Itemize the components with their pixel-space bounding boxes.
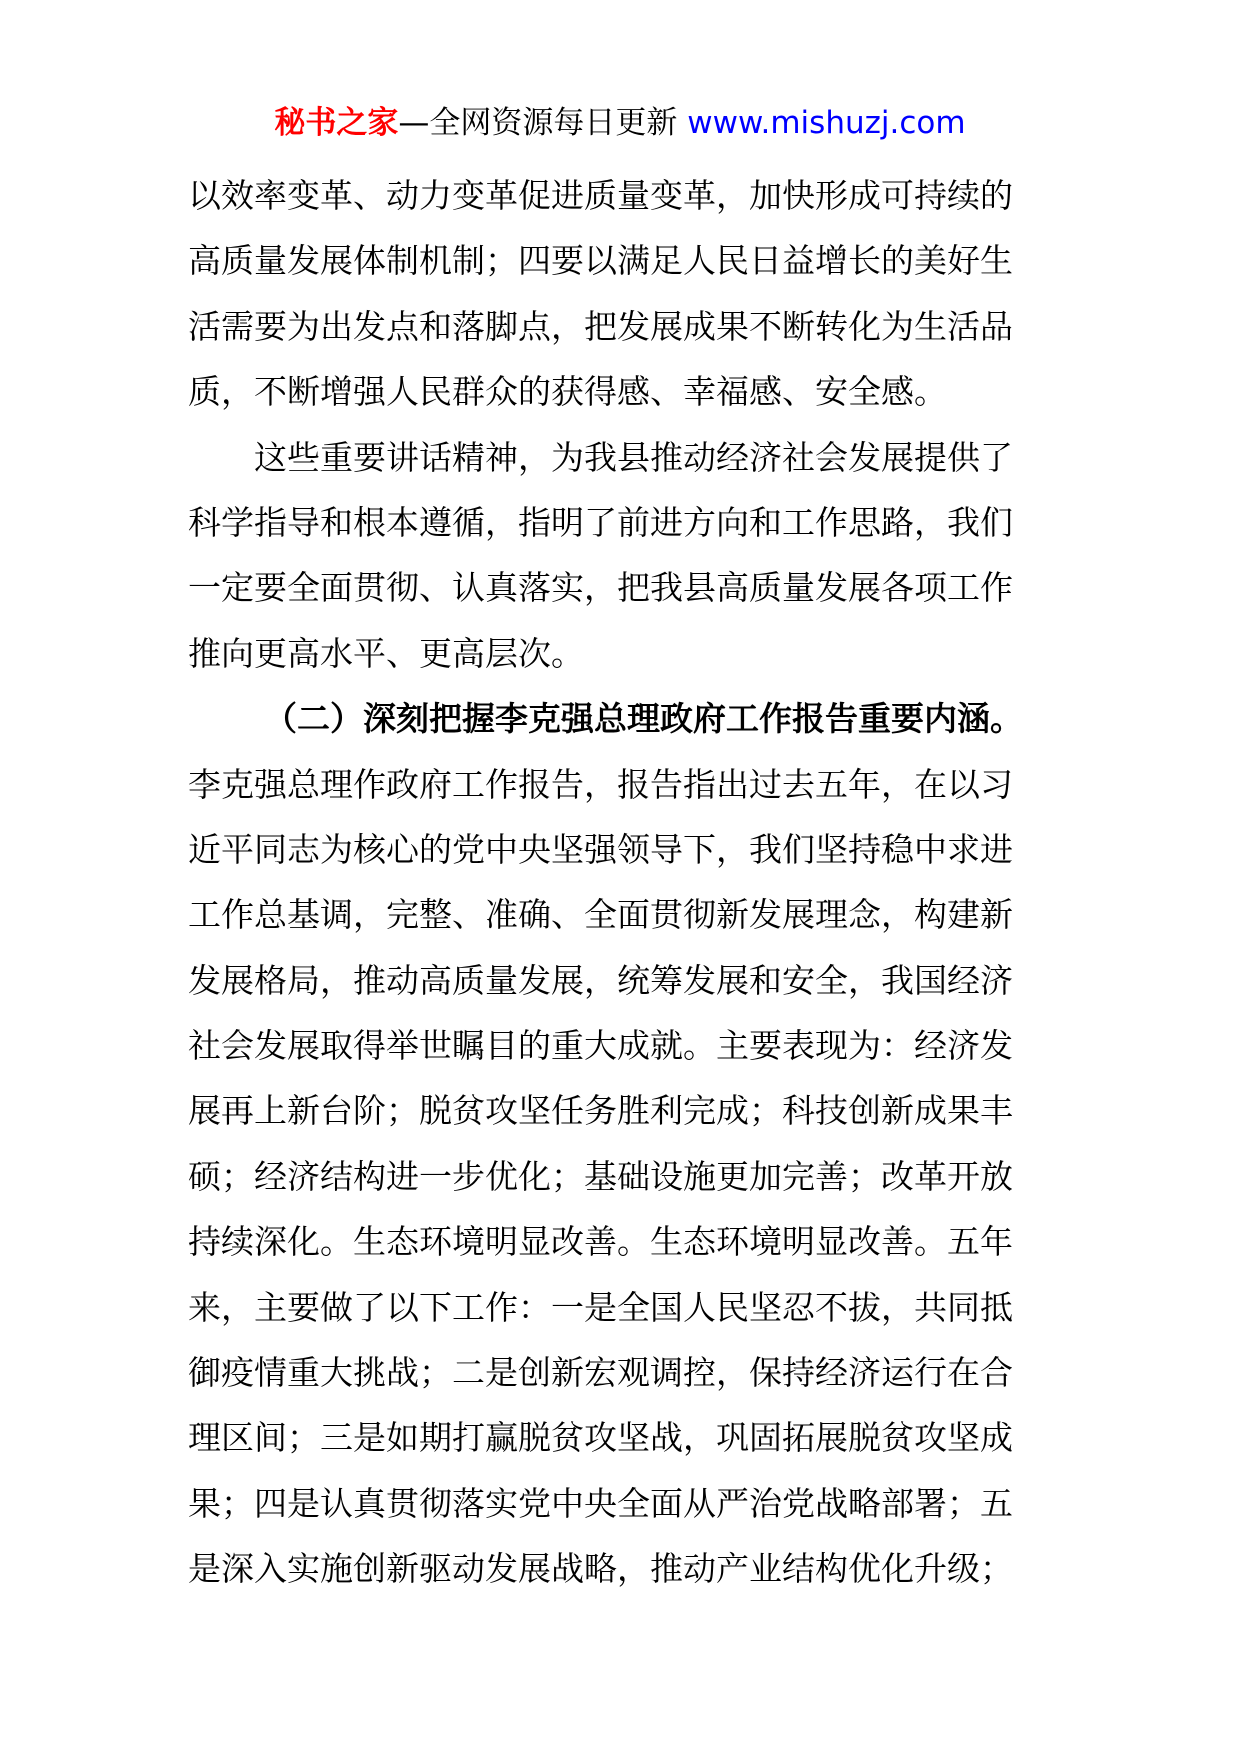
text-line: 御疫情重大挑战；二是创新宏观调控，保持经济运行在合	[188, 1353, 1013, 1393]
text-line: 果；四是认真贯彻落实党中央全面从严治党战略部署；五	[188, 1483, 1013, 1523]
text-line: 工作总基调，完整、准确、全面贯彻新发展理念，构建新	[188, 895, 1013, 935]
text-line: 是深入实施创新驱动发展战略，推动产业结构优化升级；	[188, 1549, 1013, 1589]
text-line: 科学指导和根本遵循，指明了前进方向和工作思路，我们	[188, 502, 1013, 542]
text-line: 李克强总理作政府工作报告，报告指出过去五年，在以习	[188, 764, 1013, 804]
paragraph-start-line: 这些重要讲话精神，为我县推动经济社会发展提供了	[254, 437, 1013, 477]
section-heading: （二）深刻把握李克强总理政府工作报告重要内涵。	[264, 699, 1023, 739]
text-line: 高质量发展体制机制；四要以满足人民日益增长的美好生	[188, 241, 1013, 281]
text-line: 以效率变革、动力变革促进质量变革，加快形成可持续的	[188, 176, 1013, 215]
text-line: 一定要全面贯彻、认真落实，把我县高质量发展各项工作	[188, 568, 1013, 608]
text-line: 持续深化。生态环境明显改善。生态环境明显改善。五年	[188, 1222, 1013, 1262]
page-header	[0, 100, 1240, 146]
text-line: 展再上新台阶；脱贫攻坚任务胜利完成；科技创新成果丰	[188, 1091, 1013, 1131]
text-line: 推向更高水平、更高层次。	[188, 633, 584, 673]
text-line: 发展格局，推动高质量发展，统筹发展和安全，我国经济	[188, 960, 1013, 1000]
text-line: 来，主要做了以下工作：一是全国人民坚忍不拔，共同抵	[188, 1287, 1013, 1327]
document-body	[188, 163, 1036, 1602]
brand-name: 秘书之家	[274, 105, 399, 141]
text-line: 社会发展取得举世瞩目的重大成就。主要表现为：经济发	[188, 1026, 1013, 1066]
text-line: 理区间；三是如期打赢脱贫攻坚战，巩固拓展脱贫攻坚成	[188, 1418, 1013, 1458]
header-tagline: —全网资源每日更新	[398, 105, 688, 141]
website-url[interactable]: www.mishuzj.com	[687, 105, 966, 141]
text-line: 近平同志为核心的党中央坚强领导下，我们坚持稳中求进	[188, 829, 1013, 869]
text-line: 质，不断增强人民群众的获得感、幸福感、安全感。	[188, 372, 947, 412]
text-line: 活需要为出发点和落脚点，把发展成果不断转化为生活品	[188, 306, 1013, 346]
text-line: 硕；经济结构进一步优化；基础设施更加完善；改革开放	[188, 1156, 1013, 1196]
